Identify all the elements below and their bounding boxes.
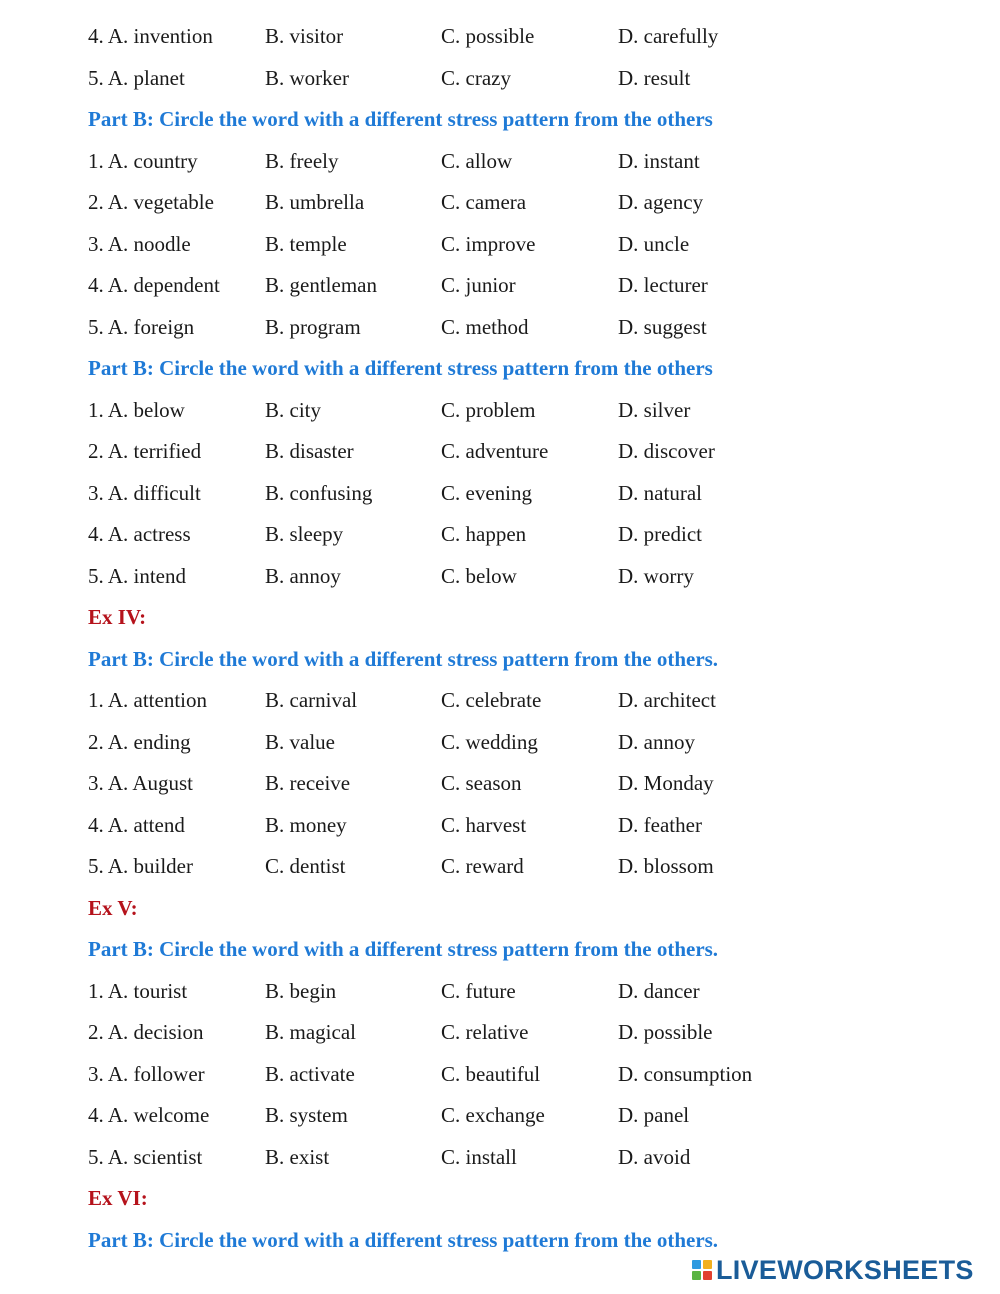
exercise-heading xyxy=(88,889,988,931)
question-row xyxy=(88,225,988,267)
answer-option-b: B. worker xyxy=(265,65,349,90)
answer-option-d: D. panel xyxy=(618,1103,690,1127)
answer-option-d: D. worry xyxy=(618,563,694,588)
exercise-label: Ex V: xyxy=(88,895,138,920)
answer-option-d: D. dancer xyxy=(618,978,700,1003)
answer-option-b: B. value xyxy=(265,729,335,754)
part-instruction-text: Part B: Circle the word with a different stress pattern from the others xyxy=(88,356,713,380)
question-option-a: 1. A. country xyxy=(88,148,198,173)
question-option-a: 4. A. attend xyxy=(88,812,185,837)
answer-option-d: D. predict xyxy=(618,522,702,546)
liveworksheets-logo-icon xyxy=(692,1260,712,1280)
question-option-a: 3. A. noodle xyxy=(88,231,191,256)
answer-option-c: C. season xyxy=(441,771,522,795)
part-instruction-heading xyxy=(88,100,988,142)
answer-option-c: C. camera xyxy=(441,190,527,214)
answer-option-c: C. allow xyxy=(441,148,513,173)
answer-option-b: B. activate xyxy=(265,1061,355,1086)
answer-option-d: D. result xyxy=(618,65,691,90)
part-instruction-heading xyxy=(88,349,988,391)
question-option-a: 5. A. intend xyxy=(88,563,186,588)
question-option-a: 4. A. welcome xyxy=(88,1103,210,1127)
question-row xyxy=(88,972,988,1014)
answer-option-c: C. exchange xyxy=(441,1103,545,1127)
liveworksheets-logo xyxy=(692,1255,974,1285)
answer-option-b: B. money xyxy=(265,812,347,837)
part-instruction-text: Part B: Circle the word with a different stress pattern from the others. xyxy=(88,937,719,961)
answer-option-b: B. receive xyxy=(265,771,351,795)
question-option-a: 1. A. below xyxy=(88,397,185,422)
exercise-label: Ex IV: xyxy=(88,605,147,629)
answer-option-d: D. uncle xyxy=(618,231,690,256)
answer-option-c: C. crazy xyxy=(441,65,511,90)
question-row xyxy=(88,847,988,889)
logo-square-green xyxy=(692,1271,701,1280)
answer-option-c: C. happen xyxy=(441,522,527,546)
question-row xyxy=(88,1055,988,1097)
question-row xyxy=(88,59,988,101)
answer-option-d: D. architect xyxy=(618,688,716,712)
question-row xyxy=(88,142,988,184)
question-option-a: 4. A. actress xyxy=(88,522,191,546)
answer-option-c: C. install xyxy=(441,1144,517,1169)
answer-option-d: D. instant xyxy=(618,148,700,173)
answer-option-b: B. visitor xyxy=(265,24,344,48)
answer-option-c: C. reward xyxy=(441,854,524,878)
worksheet-content xyxy=(88,17,988,1262)
exercise-label: Ex VI: xyxy=(88,1186,148,1210)
question-row xyxy=(88,183,988,225)
answer-option-c: C. below xyxy=(441,563,517,588)
logo-text: LIVEWORKSHEETS xyxy=(716,1254,974,1285)
question-option-a: 5. A. planet xyxy=(88,65,185,90)
answer-option-c: C. method xyxy=(441,314,529,339)
question-option-a: 2. A. decision xyxy=(88,1020,204,1044)
answer-option-c: C. beautiful xyxy=(441,1061,541,1086)
question-row xyxy=(88,515,988,557)
question-row xyxy=(88,764,988,806)
question-row xyxy=(88,474,988,516)
answer-option-c: C. relative xyxy=(441,1020,529,1044)
question-option-a: 1. A. tourist xyxy=(88,978,188,1003)
answer-option-c: C. improve xyxy=(441,231,536,256)
answer-option-b: B. sleepy xyxy=(265,522,344,546)
answer-option-c: C. junior xyxy=(441,273,516,297)
answer-option-c: C. harvest xyxy=(441,812,527,837)
question-row xyxy=(88,806,988,848)
part-instruction-heading xyxy=(88,930,988,972)
answer-option-b: B. magical xyxy=(265,1020,356,1044)
answer-option-c: C. possible xyxy=(441,24,535,48)
question-row xyxy=(88,266,988,308)
answer-option-d: D. natural xyxy=(618,480,702,505)
part-instruction-text: Part B: Circle the word with a different stress pattern from the others. xyxy=(88,646,719,671)
answer-option-d: D. suggest xyxy=(618,314,707,339)
answer-option-b: B. gentleman xyxy=(265,273,377,297)
answer-option-c: C. problem xyxy=(441,397,536,422)
answer-option-c: C. adventure xyxy=(441,439,549,463)
exercise-heading xyxy=(88,598,988,640)
part-instruction-text: Part B: Circle the word with a different stress pattern from the others xyxy=(88,107,713,131)
question-row xyxy=(88,17,988,59)
answer-option-c: C. celebrate xyxy=(441,688,542,712)
answer-option-b: B. disaster xyxy=(265,439,354,463)
answer-option-d: D. consumption xyxy=(618,1061,753,1086)
answer-option-b: B. temple xyxy=(265,231,347,256)
answer-option-b: B. system xyxy=(265,1103,348,1127)
question-option-a: 2. A. terrified xyxy=(88,439,202,463)
answer-option-d: D. Monday xyxy=(618,771,714,795)
question-row xyxy=(88,308,988,350)
answer-option-b: B. program xyxy=(265,314,361,339)
question-row xyxy=(88,1138,988,1180)
answer-option-c: C. evening xyxy=(441,480,532,505)
answer-option-d: D. agency xyxy=(618,190,704,214)
answer-option-b: B. carnival xyxy=(265,688,358,712)
question-option-a: 2. A. vegetable xyxy=(88,190,214,214)
answer-option-d: D. carefully xyxy=(618,24,719,48)
question-option-a: 1. A. attention xyxy=(88,688,207,712)
answer-option-b: B. freely xyxy=(265,148,339,173)
logo-square-blue xyxy=(692,1260,701,1269)
answer-option-d: D. feather xyxy=(618,812,702,837)
question-option-a: 4. A. dependent xyxy=(88,273,220,297)
answer-option-b: B. umbrella xyxy=(265,190,365,214)
question-row xyxy=(88,557,988,599)
answer-option-d: D. discover xyxy=(618,439,715,463)
part-instruction-heading xyxy=(88,640,988,682)
answer-option-b: C. dentist xyxy=(265,854,346,878)
part-instruction-text: Part B: Circle the word with a different stress pattern from the others. xyxy=(88,1227,719,1252)
question-row xyxy=(88,1013,988,1055)
question-row xyxy=(88,723,988,765)
answer-option-b: B. city xyxy=(265,397,321,422)
answer-option-d: D. blossom xyxy=(618,854,714,878)
question-option-a: 2. A. ending xyxy=(88,729,191,754)
answer-option-d: D. silver xyxy=(618,397,691,422)
question-option-a: 5. A. builder xyxy=(88,854,193,878)
logo-square-yellow xyxy=(703,1260,712,1269)
question-option-a: 5. A. scientist xyxy=(88,1144,203,1169)
question-option-a: 5. A. foreign xyxy=(88,314,195,339)
question-row xyxy=(88,1096,988,1138)
question-row xyxy=(88,391,988,433)
answer-option-b: B. begin xyxy=(265,978,337,1003)
answer-option-b: B. confusing xyxy=(265,480,373,505)
answer-option-d: D. possible xyxy=(618,1020,713,1044)
answer-option-b: B. annoy xyxy=(265,563,341,588)
question-row xyxy=(88,681,988,723)
exercise-heading xyxy=(88,1179,988,1221)
answer-option-d: D. avoid xyxy=(618,1144,691,1169)
answer-option-c: C. future xyxy=(441,978,516,1003)
question-option-a: 3. A. difficult xyxy=(88,480,201,505)
question-row xyxy=(88,432,988,474)
question-option-a: 3. A. August xyxy=(88,771,194,795)
answer-option-c: C. wedding xyxy=(441,729,538,754)
question-option-a: 4. A. invention xyxy=(88,24,213,48)
answer-option-d: D. lecturer xyxy=(618,273,708,297)
answer-option-b: B. exist xyxy=(265,1144,330,1169)
answer-option-d: D. annoy xyxy=(618,729,695,754)
question-option-a: 3. A. follower xyxy=(88,1061,205,1086)
logo-square-red xyxy=(703,1271,712,1280)
